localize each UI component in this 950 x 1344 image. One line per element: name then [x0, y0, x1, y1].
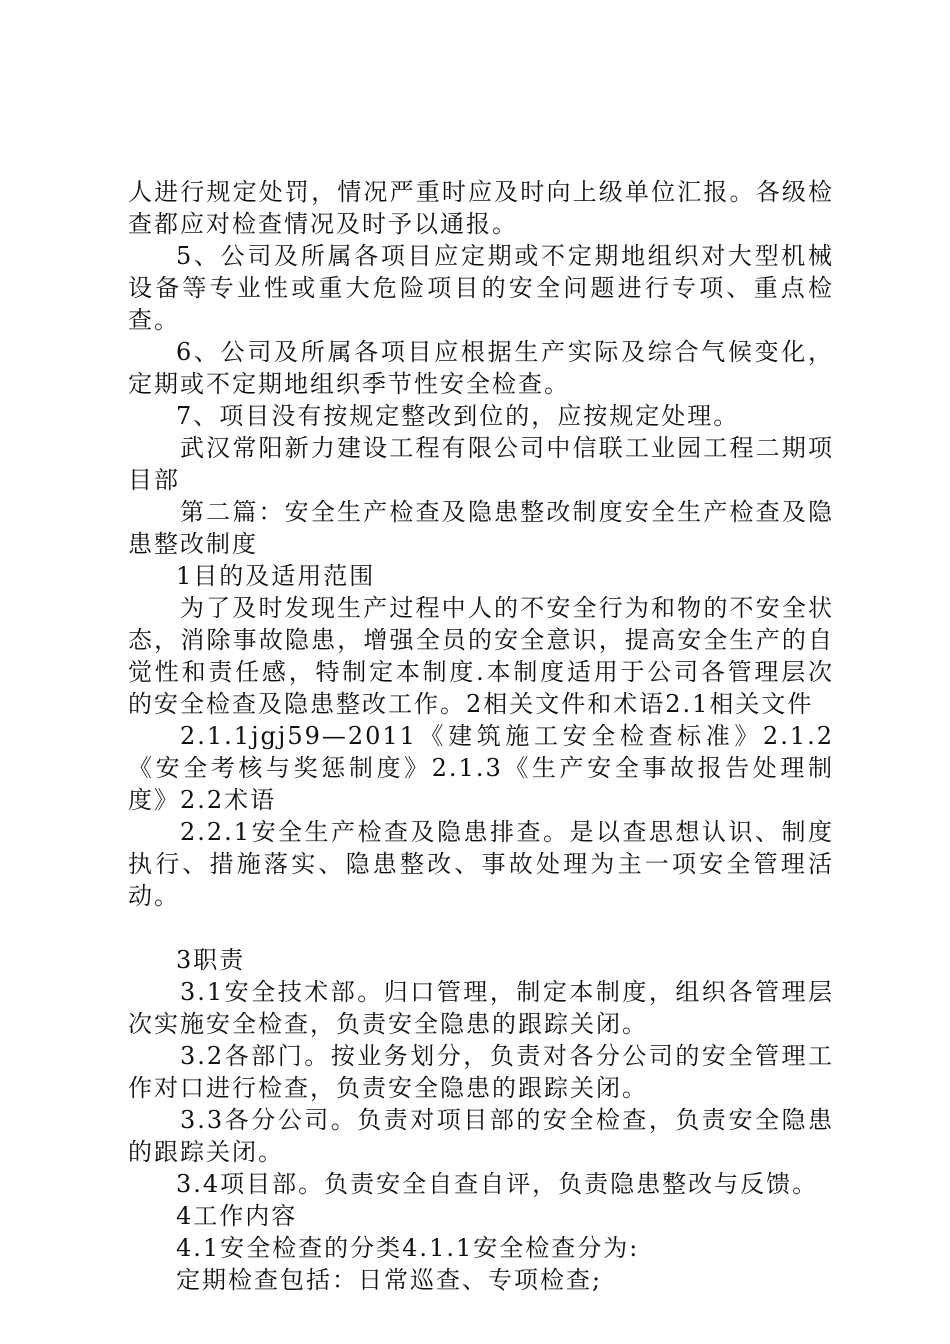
paragraph-14: 3.3各分公司。负责对项目部的安全检查，负责安全隐患的跟踪关闭。 — [128, 1106, 834, 1166]
paragraph-17: 4.1安全检查的分类4.1.1安全检查分为: — [176, 1234, 640, 1262]
section-heading-1: 1目的及适用范围 — [176, 562, 376, 590]
paragraph-3: 6、公司及所属各项目应根据生产实际及综合气候变化，定期或不定期地组织季节性安全检查。 — [128, 338, 834, 398]
section-heading-4: 4工作内容 — [176, 1202, 298, 1230]
document-body — [128, 176, 834, 1296]
paragraph-10: 2.2.1安全生产检查及隐患排查。是以查思想认识、制度执行、措施落实、隐患整改、事故处理为主一项安全管理活动。 — [128, 818, 834, 910]
blank-line — [128, 912, 834, 944]
paragraph-8: 为了及时发现生产过程中人的不安全行为和物的不安全状态，消除事故隐患，增强全员的安全意识，提高安全生产的自觉性和责任感，特制定本制度.本制度适用于公司各管理层次的安全检查及隐患整改工作。2相关文件和术语2.1相关文件 — [128, 594, 834, 718]
paragraph-13: 3.2各部门。按业务划分，负责对各分公司的安全管理工作对口进行检查，负责安全隐患的跟踪关闭。 — [128, 1042, 834, 1102]
paragraph-18: 定期检查包括：日常巡查、专项检查; — [176, 1266, 603, 1294]
paragraph-15: 3.4项目部。负责安全自查自评，负责隐患整改与反馈。 — [176, 1170, 819, 1198]
section-heading-3: 3职责 — [176, 946, 246, 974]
paragraph-4: 7、项目没有按规定整改到位的，应按规定处理。 — [176, 402, 740, 430]
paragraph-5-project-dept: 武汉常阳新力建设工程有限公司中信联工业园工程二期项目部 — [128, 434, 834, 494]
paragraph-2: 5、公司及所属各项目应定期或不定期地组织对大型机械设备等专业性或重大危险项目的安全问题进行专项、重点检查。 — [128, 242, 834, 334]
paragraph-12: 3.1安全技术部。归口管理，制定本制度，组织各管理层次实施安全检查，负责安全隐患的跟踪关闭。 — [128, 978, 834, 1038]
paragraph-1: 人进行规定处罚，情况严重时应及时向上级单位汇报。各级检查都应对检查情况及时予以通报。 — [128, 178, 834, 238]
paragraph-6-chapter-title: 第二篇：安全生产检查及隐患整改制度安全生产检查及隐患整改制度 — [128, 498, 834, 558]
paragraph-9: 2.1.1jgj59—2011《建筑施工安全检查标准》2.1.2《安全考核与奖惩制度》2.1.3《生产安全事故报告处理制度》2.2术语 — [128, 722, 834, 814]
